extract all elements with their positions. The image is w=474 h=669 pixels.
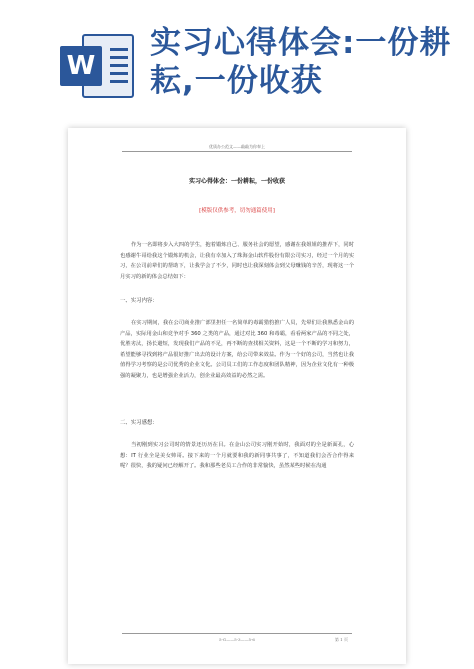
running-head: 优质办公范文——敲敲为你奉上 [209, 144, 265, 149]
document-title: 实习心得体会：一份耕耘，一份收获 [188, 178, 285, 185]
banner [0, 0, 474, 118]
section-heading-content: 一、实习内容： [120, 298, 158, 304]
footer-rule [122, 633, 352, 634]
word-badge: W [60, 46, 102, 86]
header-rule [122, 151, 352, 152]
section-heading-reflections: 二、实习感想： [120, 420, 158, 426]
section-reflections-paragraph: 当初刚到实习公司时的情景还历历在目。在金山公司实习刚开始时，我面对的全是新面孔，心想：IT 行业全是美女帅哥。接下来的一个月就要和我的新同事共事了，不知道我们会否合作得来呢？很快，我的疑问已经解开了。我和那些老员工合作的非常愉快，虽然某些时候在沟通 [120, 442, 354, 469]
section-content-paragraph: 在实习期间，我在公司商业推广部里担任一名简单的毒霸猎豹推广人员，先晕们让我熟悉金山的产品，实际用金山和竞争对手 360 之类的产品，通过对比 360 和毒霸，看看两家产品的不同之处，优胜劣汰，扬长避短，发现我们产品的不足，再不断的查找相关资料，这是一个不断的学习和努力，希望能够寻找到将产品很好推广出去的设计方案，给公司带来效益。作为一个好的公司，当然也让我值得学习考察的是公司优秀的企业文化。公司员工们的工作态度和团队精神，因为企业文化有一种极强的凝聚力，也是增强企业活力，创企业最高效益的必然之需。 [120, 320, 354, 379]
footer-text: 5-G——5-3——5-6 [219, 637, 255, 642]
intro-paragraph: 作为一名即将步入大四的学生，抱着锻炼自己、服务社会的愿望，感谢在我姐姐的推荐下，同时也感谢牛哥给我这个锻炼的机会，让我有幸加入了珠海金山软件股份有限公司实习，经过一个月的实习，在公司前辈们的帮助下，让我学会了不少，同时也让我深刻体会到父母赚钱的辛苦，现将这一个月实习的新的体会总结如下： [120, 242, 354, 280]
page-number: 第 1 页 [334, 637, 348, 642]
document-page [68, 128, 406, 664]
template-notice: [模版仅供参考，切勿通篇使用] [199, 208, 275, 214]
word-icon [60, 34, 134, 98]
banner-headline: 实习心得体会:一份耕耘,一份收获 [150, 25, 452, 99]
